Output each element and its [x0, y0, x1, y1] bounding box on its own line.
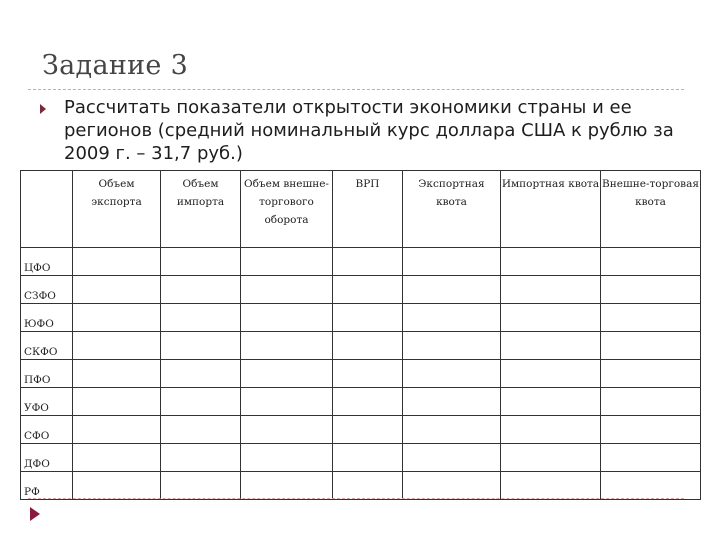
- table-cell: [333, 444, 403, 472]
- header-cell-export-quota: Экспортная квота: [403, 171, 501, 248]
- row-label: ЦФО: [21, 248, 73, 276]
- table-cell: [241, 304, 333, 332]
- table-row: [21, 276, 701, 304]
- table-row: [21, 248, 701, 276]
- table-cell: [501, 388, 601, 416]
- table-cell: [161, 360, 241, 388]
- table-row: [21, 360, 701, 388]
- table-cell: [501, 276, 601, 304]
- title-divider: [28, 89, 684, 90]
- table-cell: [161, 472, 241, 500]
- table-cell: [403, 388, 501, 416]
- header-cell-trade-turnover: Объем внешне-торгового оборота: [241, 171, 333, 248]
- table-cell: [501, 472, 601, 500]
- table-cell: [241, 360, 333, 388]
- bullet-arrow-icon: [40, 104, 46, 114]
- table-cell: [601, 304, 701, 332]
- table-cell: [601, 276, 701, 304]
- table-cell: [73, 276, 161, 304]
- table-cell: [601, 472, 701, 500]
- row-label: УФО: [21, 388, 73, 416]
- footer-divider: [28, 498, 684, 499]
- table-cell: [403, 332, 501, 360]
- table-cell: [161, 444, 241, 472]
- table-cell: [73, 304, 161, 332]
- table-cell: [73, 416, 161, 444]
- table-cell: [241, 416, 333, 444]
- table-cell: [333, 416, 403, 444]
- slide-corner-arrow-icon: [30, 507, 40, 521]
- table-cell: [333, 276, 403, 304]
- table-cell: [601, 360, 701, 388]
- table-cell: [501, 360, 601, 388]
- table-cell: [333, 304, 403, 332]
- header-cell-import-quota: Импортная квота: [501, 171, 601, 248]
- table-cell: [601, 388, 701, 416]
- table-cell: [333, 472, 403, 500]
- table-cell: [403, 248, 501, 276]
- table-cell: [333, 332, 403, 360]
- slide-title: Задание 3: [42, 50, 189, 81]
- table-cell: [73, 332, 161, 360]
- table-cell: [73, 248, 161, 276]
- table-cell: [161, 304, 241, 332]
- row-label: РФ: [21, 472, 73, 500]
- table-cell: [161, 276, 241, 304]
- table-cell: [501, 444, 601, 472]
- table-cell: [601, 416, 701, 444]
- table-cell: [241, 276, 333, 304]
- table-row: [21, 332, 701, 360]
- table-cell: [73, 360, 161, 388]
- row-label: СЗФО: [21, 276, 73, 304]
- table-cell: [161, 248, 241, 276]
- table-cell: [601, 332, 701, 360]
- table-cell: [403, 444, 501, 472]
- table-cell: [501, 332, 601, 360]
- table-cell: [161, 416, 241, 444]
- task-text: Рассчитать показатели открытости экономики страны и ее регионов (средний номинальный курс доллара США к рублю за 2009 г. – 31,7 руб.): [64, 97, 674, 164]
- table-cell: [501, 304, 601, 332]
- table-cell: [333, 360, 403, 388]
- row-label: ДФО: [21, 444, 73, 472]
- header-cell-trade-quota: Внешне-торговая квота: [601, 171, 701, 248]
- table-row: [21, 472, 701, 500]
- table-row: [21, 304, 701, 332]
- table-cell: [73, 472, 161, 500]
- table-cell: [161, 332, 241, 360]
- table-cell: [501, 248, 601, 276]
- table-row: [21, 388, 701, 416]
- table-cell: [403, 360, 501, 388]
- header-cell-import-volume: Объем импорта: [161, 171, 241, 248]
- table-cell: [501, 416, 601, 444]
- table-cell: [73, 444, 161, 472]
- table-cell: [403, 416, 501, 444]
- table-row: [21, 444, 701, 472]
- table-cell: [403, 304, 501, 332]
- table-cell: [241, 472, 333, 500]
- table-cell: [403, 276, 501, 304]
- row-label: ЮФО: [21, 304, 73, 332]
- table-header-row: [21, 171, 701, 248]
- table-cell: [73, 388, 161, 416]
- table-row: [21, 416, 701, 444]
- table-cell: [241, 248, 333, 276]
- header-cell-export-volume: Объем экспорта: [73, 171, 161, 248]
- row-label: СФО: [21, 416, 73, 444]
- row-label: ПФО: [21, 360, 73, 388]
- table-cell: [333, 388, 403, 416]
- table-cell: [241, 444, 333, 472]
- table-cell: [241, 332, 333, 360]
- table-cell: [161, 388, 241, 416]
- table-cell: [601, 444, 701, 472]
- table-cell: [333, 248, 403, 276]
- header-cell-corner: [21, 171, 73, 248]
- openness-table: [20, 170, 701, 500]
- row-label: СКФО: [21, 332, 73, 360]
- header-cell-grp: ВРП: [333, 171, 403, 248]
- table-cell: [403, 472, 501, 500]
- table-cell: [241, 388, 333, 416]
- table-cell: [601, 248, 701, 276]
